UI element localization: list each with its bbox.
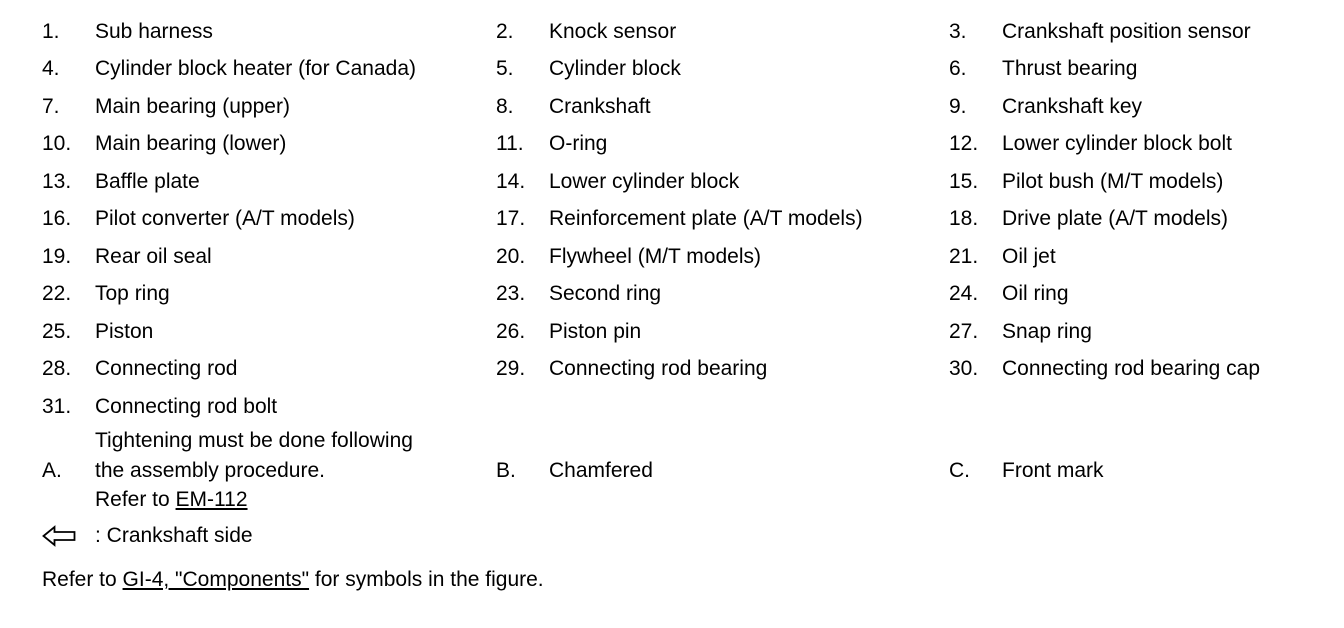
legend-item-label: Baffle plate bbox=[95, 169, 200, 193]
legend-item bbox=[949, 245, 1329, 269]
legend-item-number: 11. bbox=[496, 132, 524, 156]
legend-item bbox=[496, 132, 949, 156]
note-a-refer-prefix: Refer to bbox=[95, 488, 176, 512]
legend-item bbox=[496, 170, 949, 194]
legend-item bbox=[496, 320, 949, 344]
legend-item-label: Drive plate (A/T models) bbox=[1002, 207, 1229, 231]
legend-item-label: Connecting rod bbox=[95, 357, 238, 381]
legend-item-number: 19. bbox=[42, 244, 72, 268]
crankshaft-side-label: : Crankshaft side bbox=[95, 523, 253, 547]
legend-item-number: 28. bbox=[42, 357, 72, 381]
footer-reference bbox=[42, 568, 544, 592]
legend-item bbox=[949, 95, 1329, 119]
legend-item-label: Connecting rod bolt bbox=[95, 394, 278, 418]
legend-item bbox=[42, 357, 496, 381]
legend-item-number: 21. bbox=[949, 244, 979, 268]
legend-item-label: Main bearing (lower) bbox=[95, 132, 287, 156]
legend-item-label: Crankshaft bbox=[549, 94, 651, 118]
legend-row bbox=[42, 313, 1332, 351]
legend-item bbox=[42, 320, 496, 344]
legend-item bbox=[42, 395, 496, 419]
legend-item-number: 12. bbox=[949, 132, 979, 156]
legend-item-number: 22. bbox=[42, 282, 72, 306]
legend-row bbox=[42, 238, 1332, 276]
legend-item-number: 4. bbox=[42, 57, 60, 81]
legend-item-label: Oil ring bbox=[1002, 282, 1069, 306]
note-a-line-2: the assembly procedure. bbox=[95, 458, 325, 482]
footer-suffix: for symbols in the figure. bbox=[309, 568, 544, 591]
legend-row bbox=[42, 13, 1332, 51]
legend-item-number: 29. bbox=[496, 357, 526, 381]
legend-item-number: 20. bbox=[496, 244, 526, 268]
legend-item-label: Pilot bush (M/T models) bbox=[1002, 169, 1224, 193]
legend-item bbox=[496, 57, 949, 81]
legend-item-label: Piston pin bbox=[549, 319, 642, 343]
legend-item-number: 25. bbox=[42, 319, 72, 343]
legend-item-number: 14. bbox=[496, 169, 526, 193]
legend-item-label: Lower cylinder block bolt bbox=[1002, 132, 1232, 156]
legend-item-number: 13. bbox=[42, 169, 72, 193]
note-b bbox=[496, 459, 949, 483]
legend-item bbox=[42, 245, 496, 269]
note-c bbox=[949, 459, 1329, 483]
legend-item-number: 27. bbox=[949, 319, 979, 343]
legend-item-label: Sub harness bbox=[95, 19, 213, 43]
legend-item bbox=[949, 320, 1329, 344]
legend-item bbox=[496, 245, 949, 269]
note-b-letter: B. bbox=[496, 458, 516, 482]
note-a-letter: A. bbox=[42, 458, 62, 482]
legend-item-label: Piston bbox=[95, 319, 154, 343]
legend-item bbox=[949, 357, 1329, 381]
legend-item-label: Lower cylinder block bbox=[549, 169, 740, 193]
legend-rows bbox=[42, 13, 1332, 426]
legend-item bbox=[42, 20, 496, 44]
note-a-text bbox=[95, 426, 413, 515]
legend-item bbox=[496, 357, 949, 381]
legend-row bbox=[42, 88, 1332, 126]
legend-item-label: Thrust bearing bbox=[1002, 57, 1138, 81]
legend-item bbox=[42, 207, 496, 231]
legend-item bbox=[42, 57, 496, 81]
legend-item-number: 2. bbox=[496, 19, 514, 43]
legend-row bbox=[42, 351, 1332, 389]
legend-item bbox=[496, 207, 949, 231]
legend-item bbox=[949, 207, 1329, 231]
legend-item-number: 7. bbox=[42, 94, 60, 118]
legend-item-label: Reinforcement plate (A/T models) bbox=[549, 207, 863, 231]
legend-item-label: Connecting rod bearing cap bbox=[1002, 357, 1261, 381]
legend-item bbox=[949, 57, 1329, 81]
legend-item-label: Oil jet bbox=[1002, 244, 1056, 268]
legend-item-number: 1. bbox=[42, 19, 60, 43]
legend-item-label: Cylinder block bbox=[549, 57, 681, 81]
legend-item-number: 17. bbox=[496, 207, 526, 231]
component-legend bbox=[42, 13, 1332, 556]
legend-item-number: 30. bbox=[949, 357, 979, 381]
legend-item-number: 24. bbox=[949, 282, 979, 306]
legend-item-label: Crankshaft position sensor bbox=[1002, 19, 1251, 43]
legend-item-label: Flywheel (M/T models) bbox=[549, 244, 761, 268]
legend-item-label: Top ring bbox=[95, 282, 170, 306]
em-112-link[interactable]: EM-112 bbox=[175, 488, 248, 512]
crankshaft-side-key bbox=[42, 516, 1332, 556]
legend-item-number: 31. bbox=[42, 394, 72, 418]
note-c-letter: C. bbox=[949, 458, 970, 482]
legend-item-number: 6. bbox=[949, 57, 967, 81]
legend-item-label: Connecting rod bearing bbox=[549, 357, 768, 381]
legend-item bbox=[42, 132, 496, 156]
legend-row bbox=[42, 388, 1332, 426]
legend-item bbox=[496, 20, 949, 44]
legend-item-label: Second ring bbox=[549, 282, 662, 306]
legend-item bbox=[949, 20, 1329, 44]
gi-4-components-link[interactable]: GI-4, "Components" bbox=[122, 568, 310, 591]
legend-item-number: 26. bbox=[496, 319, 526, 343]
legend-row bbox=[42, 51, 1332, 89]
legend-item bbox=[949, 282, 1329, 306]
legend-item bbox=[949, 170, 1329, 194]
legend-item bbox=[42, 170, 496, 194]
legend-item bbox=[496, 95, 949, 119]
legend-row bbox=[42, 201, 1332, 239]
legend-item-number: 16. bbox=[42, 207, 72, 231]
legend-item-number: 3. bbox=[949, 19, 967, 43]
legend-item-number: 23. bbox=[496, 282, 526, 306]
note-a-line-3 bbox=[95, 485, 413, 515]
legend-item bbox=[42, 282, 496, 306]
legend-item-label: O-ring bbox=[549, 132, 608, 156]
note-a bbox=[42, 426, 496, 515]
legend-item bbox=[949, 132, 1329, 156]
legend-item-number: 15. bbox=[949, 169, 979, 193]
legend-item-number: 18. bbox=[949, 207, 979, 231]
legend-item-number: 10. bbox=[42, 132, 72, 156]
legend-item-label: Rear oil seal bbox=[95, 244, 212, 268]
legend-item-label: Main bearing (upper) bbox=[95, 94, 290, 118]
legend-notes-row bbox=[42, 426, 1332, 516]
legend-item-label: Crankshaft key bbox=[1002, 94, 1143, 118]
note-b-label: Chamfered bbox=[549, 458, 653, 482]
legend-row bbox=[42, 126, 1332, 164]
legend-item bbox=[42, 95, 496, 119]
hollow-left-arrow-icon bbox=[42, 525, 76, 547]
legend-item-label: Knock sensor bbox=[549, 19, 677, 43]
legend-row bbox=[42, 163, 1332, 201]
legend-item-label: Snap ring bbox=[1002, 319, 1092, 343]
legend-item-label: Pilot converter (A/T models) bbox=[95, 207, 355, 231]
note-c-label: Front mark bbox=[1002, 458, 1104, 482]
legend-item-number: 8. bbox=[496, 94, 514, 118]
note-a-line-1: Tightening must be done following bbox=[95, 429, 413, 453]
legend-item-number: 9. bbox=[949, 94, 967, 118]
footer-prefix: Refer to bbox=[42, 568, 123, 591]
legend-item-label: Cylinder block heater (for Canada) bbox=[95, 57, 416, 81]
legend-item bbox=[496, 282, 949, 306]
legend-item-number: 5. bbox=[496, 57, 514, 81]
legend-row bbox=[42, 276, 1332, 314]
